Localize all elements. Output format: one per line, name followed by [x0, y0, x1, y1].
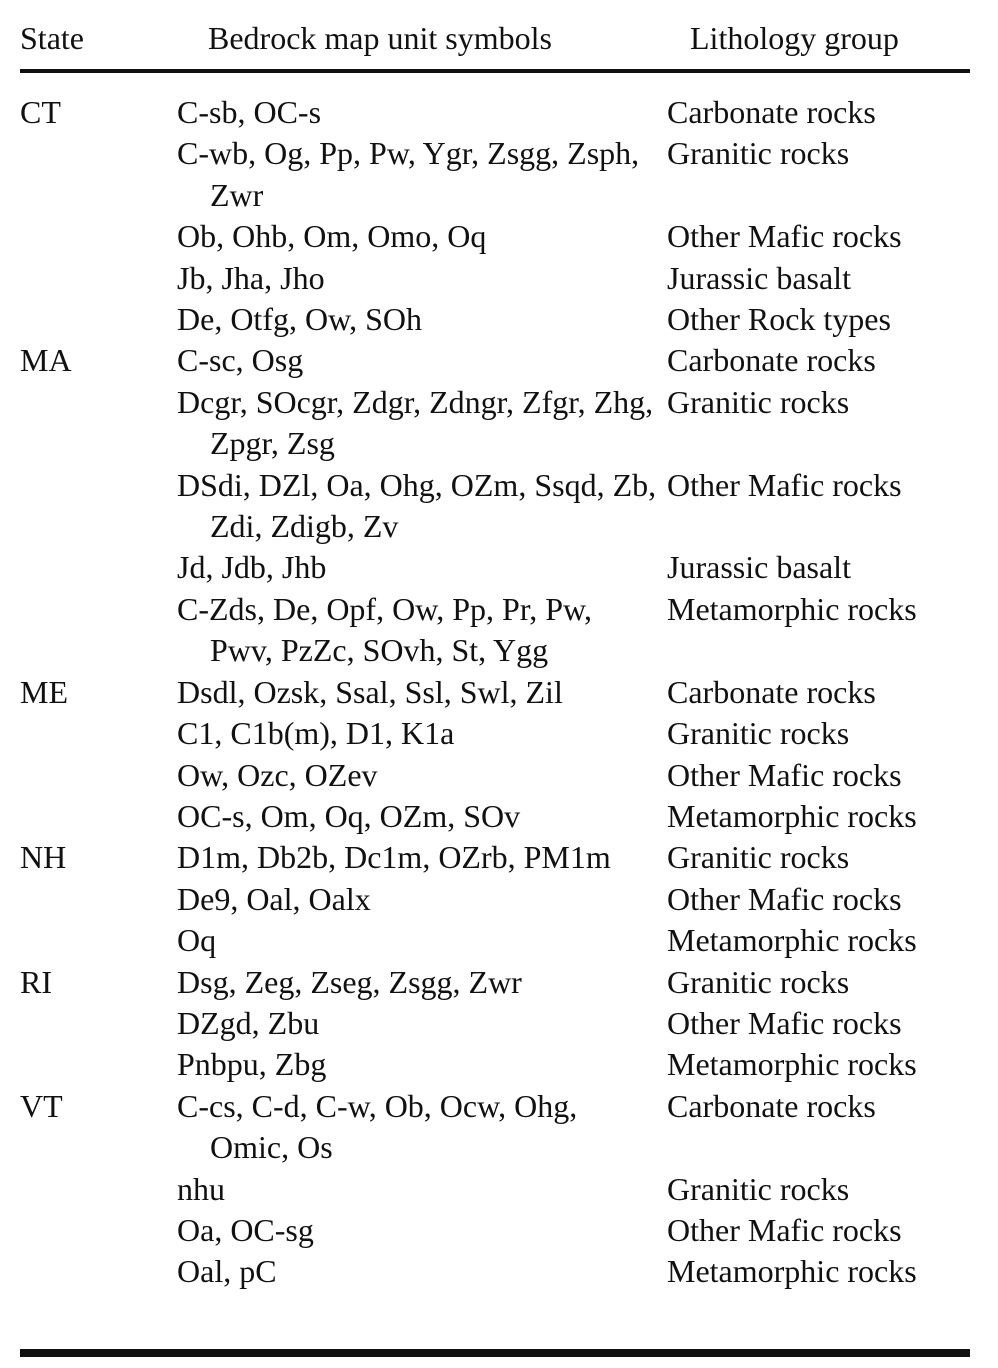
cell-lithology-group: Jurassic basalt — [667, 259, 851, 296]
cell-state — [20, 465, 177, 548]
cell-map-unit-symbols: DZgd, Zbu — [177, 1004, 320, 1041]
table-row — [20, 713, 970, 754]
cell-map-unit-symbols: OC-s, Om, Oq, OZm, SOv — [177, 797, 521, 834]
cell-state — [20, 796, 177, 837]
cell-lithology-group: Granitic rocks — [667, 383, 850, 420]
cell-state — [20, 216, 177, 257]
cell-state — [20, 755, 177, 796]
cell-map-unit-symbols: Dsdl, Ozsk, Ssal, Ssl, Swl, Zil — [177, 673, 563, 710]
table-row — [20, 216, 970, 257]
cell-state — [20, 1044, 177, 1085]
cell-lithology-group: Other Mafic rocks — [667, 756, 902, 793]
cell-lithology-group: Granitic rocks — [667, 1170, 850, 1207]
cell-lithology-group: Granitic rocks — [667, 715, 850, 752]
cell-lithology-group: Granitic rocks — [667, 839, 850, 876]
cell-state — [20, 879, 177, 920]
cell-map-unit-symbols: DSdi, DZl, Oa, Ohg, OZm, Ssqd, Zb, Zdi, Zdigb, Zv — [177, 466, 657, 545]
cell-map-unit-symbols: Dsg, Zeg, Zseg, Zsgg, Zwr — [177, 963, 522, 1000]
cell-lithology-group: Carbonate rocks — [667, 1087, 876, 1124]
table-row — [20, 1210, 970, 1251]
cell-map-unit-symbols: C-sc, Osg — [177, 342, 304, 379]
cell-state — [20, 589, 177, 672]
table-row — [20, 92, 970, 133]
cell-map-unit-symbols: Ob, Ohb, Om, Omo, Oq — [177, 218, 487, 255]
bedrock-lithology-table — [20, 0, 970, 1290]
table-row — [20, 796, 970, 837]
cell-map-unit-symbols: De9, Oal, Oalx — [177, 880, 371, 917]
table-row — [20, 879, 970, 920]
header-rule — [20, 69, 970, 73]
cell-lithology-group: Other Mafic rocks — [667, 1004, 902, 1041]
cell-map-unit-symbols: D1m, Db2b, Dc1m, OZrb, PM1m — [177, 839, 611, 876]
header-lithology-group: Lithology group — [690, 20, 899, 56]
cell-map-unit-symbols: Dcgr, SOcgr, Zdgr, Zdngr, Zfgr, Zhg, Zpgr, Zsg — [177, 383, 654, 462]
cell-map-unit-symbols: C-Zds, De, Opf, Ow, Pp, Pr, Pw, Pwv, PzZc, SOvh, St, Ygg — [177, 590, 593, 669]
table-row — [20, 589, 970, 672]
cell-lithology-group: Metamorphic rocks — [667, 922, 917, 959]
cell-lithology-group: Other Mafic rocks — [667, 218, 902, 255]
table-row — [20, 755, 970, 796]
cell-state — [20, 547, 177, 588]
table-row — [20, 465, 970, 548]
cell-map-unit-symbols: Oa, OC-sg — [177, 1211, 314, 1248]
table-row — [20, 547, 970, 588]
cell-map-unit-symbols: Oq — [177, 922, 217, 959]
table-row — [20, 1003, 970, 1044]
header-state: State — [20, 20, 84, 56]
cell-state: CT — [20, 94, 61, 130]
table-row — [20, 962, 970, 1003]
cell-map-unit-symbols: C-sb, OC-s — [177, 94, 322, 130]
table-row — [20, 837, 970, 878]
cell-lithology-group: Granitic rocks — [667, 135, 850, 172]
table-row — [20, 299, 970, 340]
cell-map-unit-symbols: Oal, pC — [177, 1253, 277, 1290]
cell-lithology-group: Granitic rocks — [667, 963, 850, 1000]
cell-lithology-group: Metamorphic rocks — [667, 1253, 917, 1290]
cell-state — [20, 1251, 177, 1292]
table-row — [20, 133, 970, 216]
table-row — [20, 258, 970, 299]
cell-state — [20, 299, 177, 340]
table-row — [20, 920, 970, 961]
cell-lithology-group: Other Mafic rocks — [667, 1211, 902, 1248]
cell-lithology-group: Metamorphic rocks — [667, 590, 917, 627]
cell-map-unit-symbols: Jb, Jha, Jho — [177, 259, 325, 296]
cell-state — [20, 1003, 177, 1044]
table-row — [20, 340, 970, 381]
bottom-rule — [20, 1349, 970, 1357]
cell-lithology-group: Carbonate rocks — [667, 673, 876, 710]
table-row — [20, 1086, 970, 1169]
table-row — [20, 382, 970, 465]
table-row — [20, 1169, 970, 1210]
header-map-unit-symbols: Bedrock map unit symbols — [208, 20, 552, 56]
cell-state — [20, 382, 177, 465]
cell-state: NH — [20, 839, 67, 876]
cell-map-unit-symbols: Ow, Ozc, OZev — [177, 756, 378, 793]
cell-state — [20, 1210, 177, 1251]
cell-map-unit-symbols: nhu — [177, 1170, 225, 1207]
cell-lithology-group: Carbonate rocks — [667, 342, 876, 379]
table-header — [20, 0, 970, 70]
cell-map-unit-symbols: C-cs, C-d, C-w, Ob, Ocw, Ohg, Omic, Os — [177, 1087, 578, 1166]
table-row — [20, 672, 970, 713]
cell-lithology-group: Carbonate rocks — [667, 94, 876, 130]
cell-lithology-group: Jurassic basalt — [667, 549, 851, 586]
cell-state: VT — [20, 1087, 63, 1124]
cell-state — [20, 920, 177, 961]
cell-state — [20, 713, 177, 754]
cell-map-unit-symbols: De, Otfg, Ow, SOh — [177, 301, 423, 338]
cell-map-unit-symbols: Pnbpu, Zbg — [177, 1046, 327, 1083]
table-row — [20, 1044, 970, 1085]
cell-map-unit-symbols: Jd, Jdb, Jhb — [177, 549, 327, 586]
cell-lithology-group: Metamorphic rocks — [667, 1046, 917, 1083]
cell-state — [20, 258, 177, 299]
cell-lithology-group: Other Mafic rocks — [667, 880, 902, 917]
table-row — [20, 1251, 970, 1292]
cell-map-unit-symbols: C-wb, Og, Pp, Pw, Ygr, Zsgg, Zsph, Zwr — [177, 135, 640, 213]
cell-lithology-group: Other Rock types — [667, 301, 891, 338]
cell-state: ME — [20, 673, 68, 710]
cell-map-unit-symbols: C1, C1b(m), D1, K1a — [177, 715, 455, 752]
cell-state — [20, 133, 177, 216]
cell-state: RI — [20, 963, 52, 1000]
cell-lithology-group: Other Mafic rocks — [667, 466, 902, 503]
cell-lithology-group: Metamorphic rocks — [667, 797, 917, 834]
cell-state — [20, 1169, 177, 1210]
table-body — [20, 92, 970, 1293]
cell-state: MA — [20, 342, 72, 379]
